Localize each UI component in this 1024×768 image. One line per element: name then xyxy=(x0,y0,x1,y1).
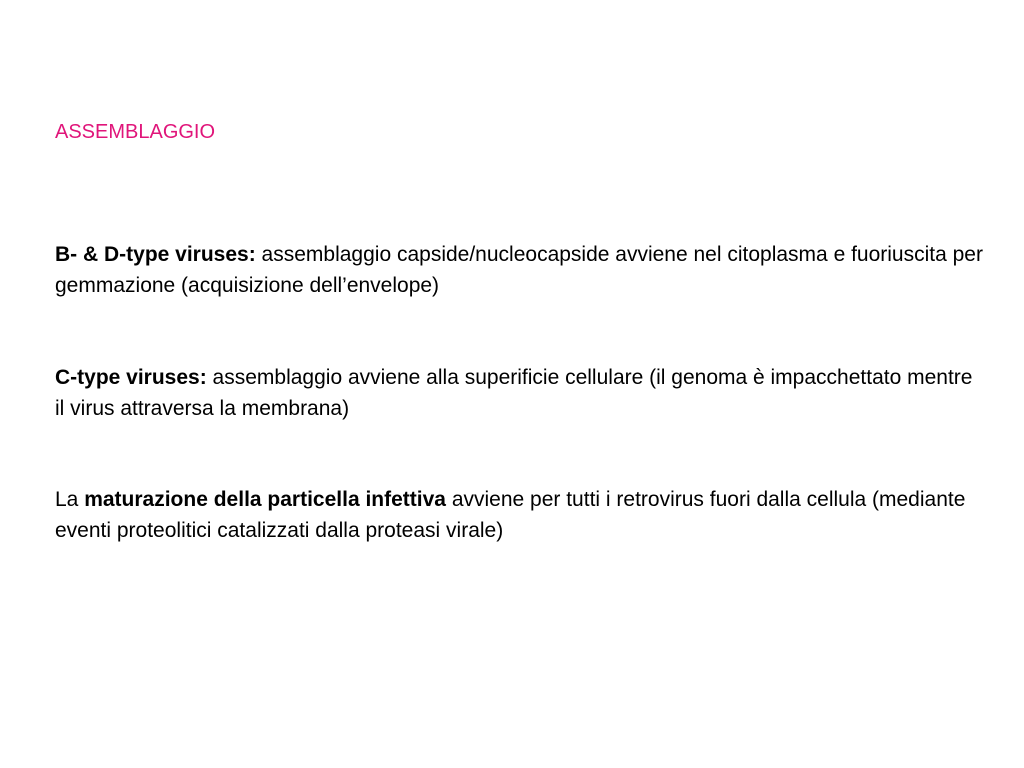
paragraph-bold-label: B- & D-type viruses: xyxy=(55,243,256,266)
slide-title: ASSEMBLAGGIO xyxy=(55,121,216,143)
paragraph-text: assemblaggio capside/nucleocapside avviene nel citoplasma e fuoriuscita per gemmazione (acquisizione dell’envelope) xyxy=(55,243,983,297)
paragraph-maturazione xyxy=(55,484,985,546)
paragraph-b-d-type xyxy=(55,239,985,301)
paragraph-bold-label: maturazione della particella infettiva xyxy=(84,488,446,511)
paragraph-bold-label: C-type viruses: xyxy=(55,366,207,389)
paragraph-text: assemblaggio avviene alla superificie cellulare (il genoma è impacchettato mentre il virus attraversa la membrana) xyxy=(55,366,973,420)
paragraph-text: avviene per tutti i retrovirus fuori dalla cellula (mediante eventi proteolitici catalizzati dalla proteasi virale) xyxy=(55,488,966,542)
paragraph-c-type xyxy=(55,362,985,424)
paragraph-prefix: La xyxy=(55,488,85,511)
